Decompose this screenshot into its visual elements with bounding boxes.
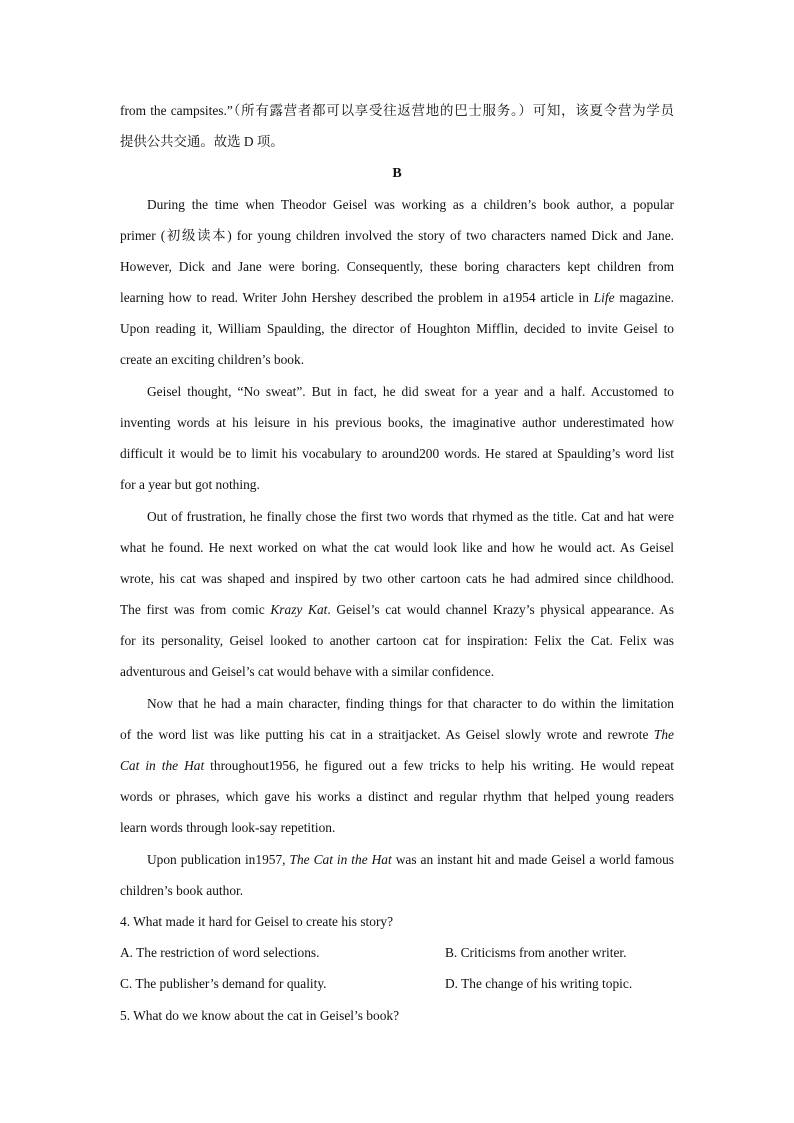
p3-line-4-text: The first was from comic xyxy=(120,602,265,617)
p1-line-6: create an exciting children’s book. xyxy=(120,352,305,367)
p1-line-4 xyxy=(120,290,674,306)
p4-line-2 xyxy=(120,727,674,743)
p1-line-3: However, Dick and Jane were boring. Consequently, these boring characters kept children from xyxy=(120,259,674,274)
p4-line-3 xyxy=(120,758,674,774)
krazy-kat-title: Krazy Kat xyxy=(270,602,328,617)
the-title-word: The xyxy=(653,727,674,742)
p3-line-2: what he found. He next worked on what the cat would look like and how he would act. As Geisel xyxy=(120,540,674,555)
section-title: B xyxy=(392,166,402,181)
p3-line-3: wrote, his cat was shaped and inspired by two other cartoon cats he had admired since childhood. xyxy=(120,571,674,586)
p3-line-4-tail: . Geisel’s cat would channel Krazy’s physical appearance. As xyxy=(327,602,675,617)
intro-line-1: from the campsites.”（所有露营者都可以享受往返营地的巴士服务。）可知，该夏令营为学员 xyxy=(120,103,674,118)
p1-line-4-tail: magazine. xyxy=(619,290,674,305)
p4-line-1: Now that he had a main character, finding things for that character to do within the limitation xyxy=(147,696,674,711)
p4-line-5: learn words through look-say repetition. xyxy=(120,820,336,835)
p5-line-1 xyxy=(147,852,674,868)
p1-line-2: primer (初级读本) for young children involved the story of two characters named Dick and Jane. xyxy=(120,228,674,243)
p2-line-3: difficult it would be to limit his vocabulary to around200 words. He stared at Spaulding’s word list xyxy=(120,446,674,461)
life-magazine-title: Life xyxy=(593,290,615,305)
p2-line-2: inventing words at his leisure in his previous books, the imaginative author underestimated how xyxy=(120,415,674,430)
p1-line-4-text: learning how to read. Writer John Hershey described the problem in a1954 article in xyxy=(120,290,589,305)
p2-line-1: Geisel thought, “No sweat”. But in fact, he did sweat for a year and a half. Accustomed to xyxy=(147,384,674,399)
p3-line-6: adventurous and Geisel’s cat would behave with a similar confidence. xyxy=(120,664,495,679)
intro-line-2: 提供公共交通。故选 D 项。 xyxy=(120,134,284,149)
cat-in-the-hat-title-2: The Cat in the Hat xyxy=(289,852,392,867)
p1-line-5: Upon reading it, William Spaulding, the director of Houghton Mifflin, decided to invite Geisel to xyxy=(120,321,674,336)
question-5-stem: 5. What do we know about the cat in Geisel’s book? xyxy=(120,1008,400,1023)
p3-line-5: for its personality, Geisel looked to another cartoon cat for inspiration: Felix the Cat. Felix was xyxy=(120,633,674,648)
q4-option-b: B. Criticisms from another writer. xyxy=(445,945,627,960)
question-4-stem: 4. What made it hard for Geisel to create his story? xyxy=(120,914,394,929)
q4-option-d: D. The change of his writing topic. xyxy=(445,976,633,991)
p2-line-4: for a year but got nothing. xyxy=(120,477,260,492)
p5-line-1-tail: was an instant hit and made Geisel a world famous xyxy=(395,852,674,867)
p5-line-2: children’s book author. xyxy=(120,883,244,898)
p4-line-4: words or phrases, which gave his works a distinct and regular rhythm that helped young readers xyxy=(120,789,674,804)
p3-line-1: Out of frustration, he finally chose the first two words that rhymed as the title. Cat and hat were xyxy=(147,509,674,524)
q4-option-a: A. The restriction of word selections. xyxy=(120,945,320,960)
p5-line-1-text: Upon publication in1957, xyxy=(147,852,286,867)
p4-line-3-text: throughout1956, he figured out a few tricks to help his writing. He would repeat xyxy=(210,758,674,773)
p3-line-4 xyxy=(120,602,674,618)
cat-in-the-hat-title: Cat in the Hat xyxy=(120,758,205,773)
p4-line-2-text: of the word list was like putting his cat in a straitjacket. As Geisel slowly wrote and rewrote xyxy=(120,727,649,742)
p1-line-1: During the time when Theodor Geisel was working as a children’s book author, a popular xyxy=(147,197,674,212)
q4-option-c: C. The publisher’s demand for quality. xyxy=(120,976,327,991)
